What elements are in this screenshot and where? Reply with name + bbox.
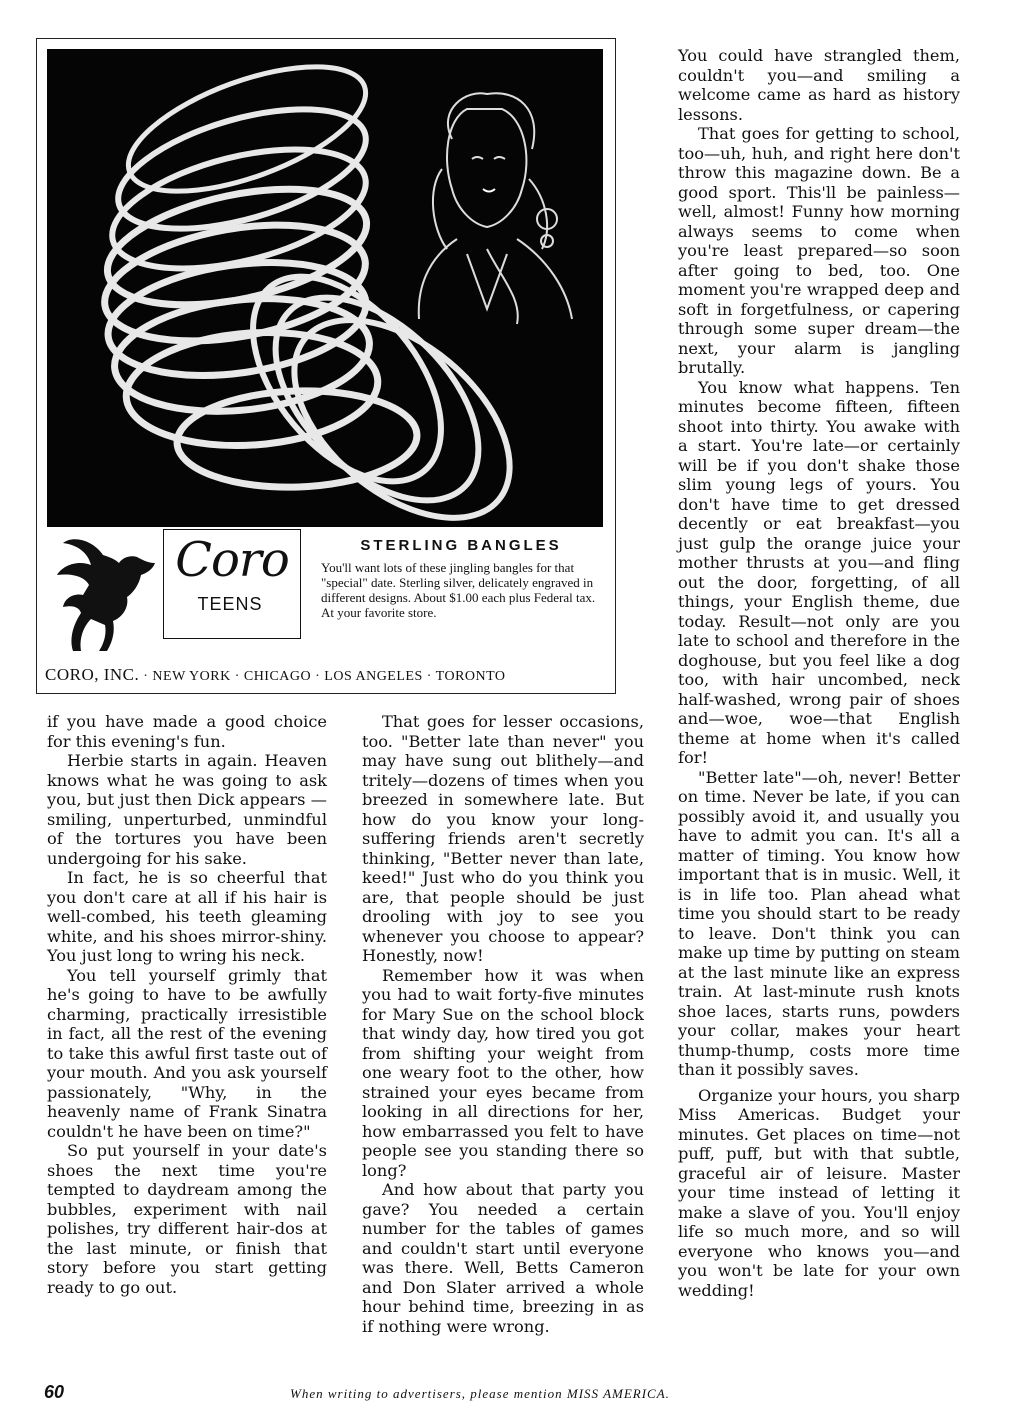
coro-teens-box xyxy=(163,529,301,639)
ad-copy xyxy=(321,537,601,620)
paragraph: That goes for getting to school, too—uh, huh, and right here don't throw this magazine down. Be a good sport. This'll be painless—well, almost! Funny how morning always seems to come when you're least prepared—so soon after going to bed, too. One moment you're wrapped deep and soft in forgetfulness, or capering through some super dream—the next, your alarm is jangling brutally. xyxy=(678,124,960,377)
coro-logo xyxy=(43,529,305,659)
bangles-photo-icon xyxy=(47,49,603,527)
paragraph: if you have made a good choice for this evening's fun. xyxy=(47,712,327,751)
paragraph: You tell yourself grimly that he's going to have to be awfully charming, practically irresistible in fact, all the rest of the evening to take this awful first taste out of your mouth. And you ask yourself passionately, "Why, in the heavenly name of Frank Sinatra couldn't he have been on time?" xyxy=(47,965,327,1141)
brand-script: Coro xyxy=(175,532,289,588)
ad-company-line xyxy=(45,665,611,685)
paragraph: "Better late"—oh, never! Better on time. Never be late, if you can possibly avoid it, and usually you have to admit you can. It's all a matter of timing. You know how important that is in music. Well, it is in life too. Plan ahead what time you should start to be ready to leave. Don't think you can make up time by putting on steam at the last minute like an express train. At last-minute rush knots shoe laces, starts runs, powders your collar, makes your heart thump-thump, costs more time than it possibly saves. xyxy=(678,767,960,1079)
paragraph: Organize your hours, you sharp Miss Americas. Budget your minutes. Get places on time—not puff, puff, but with that subtle, graceful air of leisure. Master your time instead of letting it make a slave of you. You'll enjoy life so much more, and so will everyone who knows you—and you won't be late for your own wedding! xyxy=(678,1085,960,1300)
paragraph: You could have strangled them, couldn't you—and smiling a welcome came as hard as history lessons. xyxy=(678,46,960,124)
paragraph: And how about that party you gave? You needed a certain number for the tables of games and couldn't start until everyone was there. Well, Betts Cameron and Don Slater arrived a whole hour behind time, breezing in as if nothing were wrong. xyxy=(362,1180,644,1336)
paragraph: That goes for lesser occasions, too. "Better late than never" you may have sung out blithely—and tritely—dozens of times when you breezed in somewhere late. But how do you know your long-suffering friends aren't secretly thinking, "Better never than late, keed!" Just who do you think you are, that people should be just drooling with joy to see you whenever you choose to appear? Honestly, now! xyxy=(362,712,644,965)
company-cities: · NEW YORK · CHICAGO · LOS ANGELES · TORONTO xyxy=(143,669,506,684)
ad-body: You'll want lots of these jingling bangles for that "special" date. Sterling silver, delicately engraved in different designs. About $1.00 each plus Federal tax. At your favorite store. xyxy=(321,560,596,620)
company-name: CORO, INC. xyxy=(45,665,140,684)
column-middle xyxy=(362,712,644,1336)
paragraph: Remember how it was when you had to wait forty-five minutes for Mary Sue on the school block that windy day, how tired you got from shifting your weight from one weary foot to the other, how strained your eyes became from looking in all directions for her, how embarrassed you felt to have people see you standing there so long? xyxy=(362,965,644,1180)
page-number: 60 xyxy=(44,1382,65,1402)
column-right xyxy=(678,46,960,1300)
footer-note: When writing to advertisers, please mention MISS AMERICA. xyxy=(290,1386,670,1401)
ad-title: STERLING BANGLES xyxy=(360,537,562,554)
pegasus-logo-icon xyxy=(43,535,161,655)
paragraph: Herbie starts in again. Heaven knows what he was going to ask you, but just then Dick appears —smiling, unperturbed, unmindful of the tortures you have been undergoing for his sake. xyxy=(47,751,327,868)
paragraph: You know what happens. Ten minutes become fifteen, fifteen shoot into thirty. You awake with a start. You're late—or certainly will be if you don't shake those slim young legs of yours. You don't have time to get dressed decently or eat breakfast—you just gulp the orange juice your mother thrusts at you—and fling out the door, forgetting, of all things, your English theme, due today. Result—not only are you late to school and therefore in the doghouse, but you feel like a dog too, with hair uncombed, neck half-washed, wrong pair of shoes and—woe, woe—that English theme at home when it's called for! xyxy=(678,377,960,767)
column-left xyxy=(47,712,327,1297)
brand-sub: TEENS xyxy=(197,594,263,614)
coro-advertisement xyxy=(36,38,616,694)
paragraph: So put yourself in your date's shoes the next time you're tempted to daydream among the bubbles, experiment with nail polishes, try different hair-dos at the last minute, or finish that story before you start getting ready to go out. xyxy=(47,1141,327,1297)
bangles-photo xyxy=(47,49,603,527)
paragraph: In fact, he is so cheerful that you don't care at all if his hair is well-combed, his teeth gleaming white, and his shoes mirror-shiny. You just long to wring his neck. xyxy=(47,868,327,965)
